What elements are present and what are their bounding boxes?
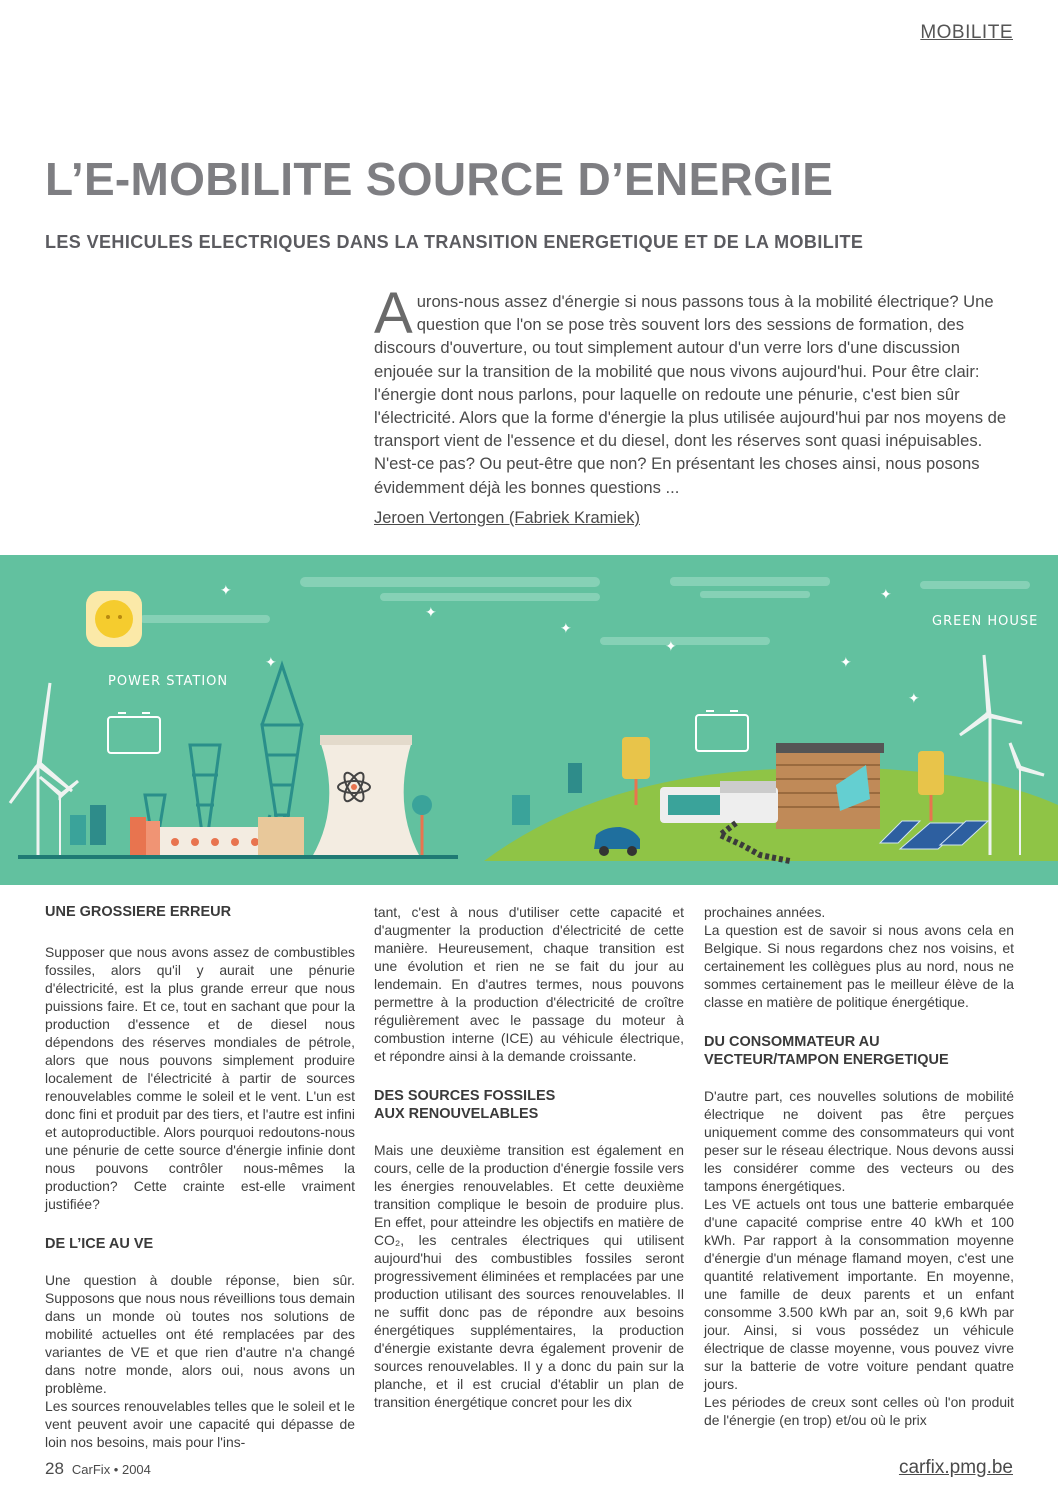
drop-cap: A <box>374 281 413 346</box>
footer-left <box>45 1459 151 1479</box>
website-link[interactable]: carfix.pmg.be <box>898 1457 1013 1478</box>
heading-grossiere-erreur: UNE GROSSIERE ERREUR <box>45 904 232 920</box>
article-subtitle: LES VEHICULES ELECTRIQUES DANS LA TRANSITION ENERGETIQUE ET DE LA MOBILITE <box>45 232 864 252</box>
paragraph: Les périodes de creux sont celles où l'on produit de l'énergie (en trop) et/ou où le prix <box>704 1394 1014 1428</box>
heading-consommateur <box>704 1033 1014 1069</box>
paragraph: prochaines années. <box>704 904 826 920</box>
intro-paragraph <box>374 281 1014 499</box>
paragraph: Mais une deuxième transition est également en cours, celle de la production d'énergie fossile vers les énergies renouvelables. Et cette deuxième transition complique le besoin de produire plus. En effet, pour atteindre les objectifs en matière de CO₂, les centrales électriques qui utilisent aujourd'hui des combustibles fossiles seront progressivement éliminées et remplacées par une production utilisant des sources renouvelables. Il ne suffit donc pas de répondre aux besoins énergétiques supplémentaires, la production d'énergie existante devra également provenir de sources renouvelables. Il y a donc du pain sur la planche, et il est crucial d'établir un plan de transition énergétique concret pour les dix <box>374 1142 684 1410</box>
svg-text:✦: ✦ <box>265 655 277 671</box>
page-number: 28 <box>45 1459 64 1478</box>
heading-ice-au-ve: DE L’ICE AU VE <box>45 1236 154 1252</box>
article-title: L’E-MOBILITE SOURCE D’ENERGIE <box>45 153 834 205</box>
svg-text:✦: ✦ <box>880 587 892 603</box>
label-power-station: POWER STATION <box>108 674 229 689</box>
svg-text:✦: ✦ <box>425 605 437 621</box>
label-green-house: GREEN HOUSE <box>932 614 1039 629</box>
sun-icon <box>86 591 142 647</box>
heading-line: DU CONSOMMATEUR AU <box>704 1034 880 1050</box>
column-2 <box>374 903 684 1411</box>
paragraph: Une question à double réponse, bien sûr. Supposons que nous nous réveillions tous demain dans un monde où toutes nos solutions de mobilité actuelles ont été remplacées par des variantes de VE et que rien d'autre n'a changé dans notre monde, alors oui, nous avons un problème. <box>45 1272 355 1396</box>
magazine-issue: CarFix • 2004 <box>71 1462 151 1477</box>
svg-text:✦: ✦ <box>665 639 677 655</box>
author-byline[interactable]: Jeroen Vertongen (Fabriek Kramiek) <box>374 509 640 527</box>
svg-text:✦: ✦ <box>908 691 920 707</box>
paragraph: Supposer que nous avons assez de combustibles fossiles, alors qu'il y aurait une pénurie d'électricité, est la plus grande erreur que nous puissions faire. Et ce, tout en sachant que pour la production d'essence et de diesel nous dépendons des réserves mondiales de pétrole, alors que nous pouvons simplement produire localement de l'électricité à partir de sources renouvelables comme le soleil et le vent. L'un est donc fini et produit par des tiers, et l'autre est infini et autoproductible. Alors pourquoi redoutons-nous une pénurie de cette source d'énergie infinie dont nous pouvons contrôler nous-mêmes la production? Cette crainte est-elle vraiment justifiée? <box>45 944 355 1212</box>
heading-line: VECTEUR/TAMPON ENERGETIQUE <box>704 1052 949 1068</box>
section-tag[interactable]: MOBILITE <box>920 22 1013 43</box>
paragraph: D'autre part, ces nouvelles solutions de mobilité électrique ne doivent pas être perçues uniquement comme des consommateurs qui vont peser sur le réseau électrique. Nous devons aussi les considérer comme des vecteurs ou des tampons énergétiques. <box>704 1088 1014 1194</box>
intro-text: urons-nous assez d'énergie si nous passons tous à la mobilité électrique? Une question que l'on se pose très souvent lors des sessions de formation, des discours d'ouverture, ou tout simplement autour d'un verre lors d'une discussion enjouée sur la transition de la mobilité que nous vivons aujourd'hui. Pour être clair: l'énergie dont nous parlons, pour laquelle on redoute une pénurie, c'est bien sûr l'électricité. Alors que la forme d'énergie la plus utilisée aujourd'hui par nos moyens de transport vient de l'essence et du diesel, dont les réserves sont quasi inépuisables. N'est-ce pas? Ou peut-être que non? En présentant les choses ainsi, nous posons évidemment déjà les bonnes questions ... <box>374 292 1007 497</box>
heading-sources-fossiles <box>374 1087 684 1123</box>
heading-line: DES SOURCES FOSSILES <box>374 1088 556 1104</box>
ground-left <box>18 855 458 859</box>
column-3 <box>704 903 1014 1429</box>
svg-text:✦: ✦ <box>840 655 852 671</box>
svg-text:✦: ✦ <box>560 621 572 637</box>
energy-illustration <box>0 555 1058 885</box>
paragraph: tant, c'est à nous d'utiliser cette capacité et d'augmenter la production d'électricité de cette manière. Heureusement, chaque transition est une évolution et rien ne se fait du jour au lendemain. En d'autres termes, nous pouvons permettre à la production d'électricité de croître régulièrement avec le passage du moteur à combustion interne (ICE) au véhicule électrique, et répondre ainsi à la demande croissante. <box>374 904 684 1064</box>
column-1 <box>45 903 355 1451</box>
heading-line: AUX RENOUVELABLES <box>374 1106 539 1122</box>
paragraph: La question est de savoir si nous avons cela en Belgique. Si nous regardons chez nos voisins, et certainement les collègues plus au nord, nous ne sommes certainement pas le meilleur élève de la classe en matière de politique énergétique. <box>704 922 1014 1010</box>
paragraph: Les VE actuels ont tous une batterie embarquée d'une capacité comprise entre 40 kWh et 100 kWh. Par rapport à la consommation moyenne d'énergie d'un ménage flamand moyen, c'est une quantité relativement importante. En moyenne, une famille de deux parents et un enfant consomme 3.500 kWh par an, soit 9,6 kWh par jour. Ainsi, si vous possédez un véhicule électrique de classe moyenne, vous pouvez vivre sur la batterie de votre voiture pendant quatre jours. <box>704 1196 1014 1392</box>
svg-text:✦: ✦ <box>220 583 232 599</box>
paragraph: Les sources renouvelables telles que le soleil et le vent peuvent avoir une capacité qui dépasse de loin nos besoins, mais pour l'ins- <box>45 1398 355 1450</box>
